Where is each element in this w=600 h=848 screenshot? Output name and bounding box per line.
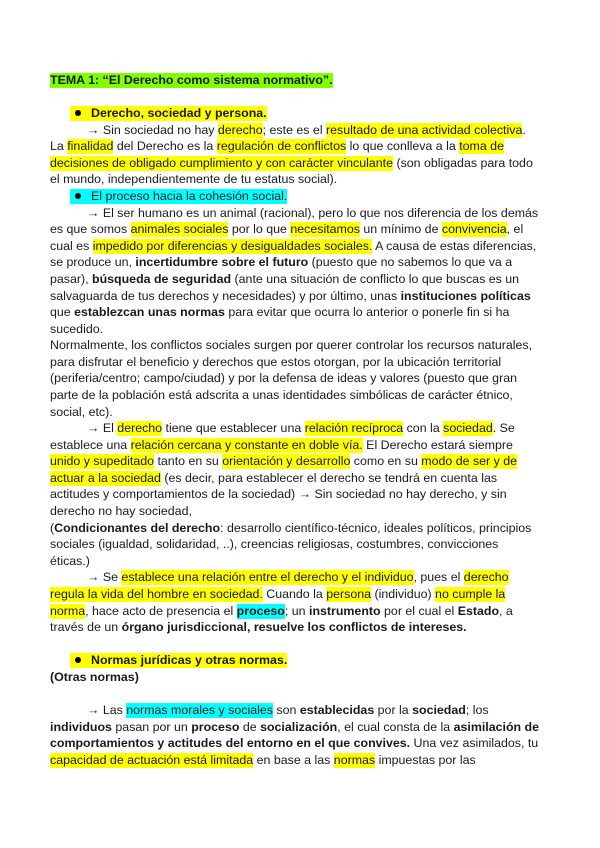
highlighted-text: normas morales y sociales bbox=[126, 702, 273, 717]
text: éticas.) bbox=[50, 553, 90, 568]
bold-text: Condicionantes del derecho bbox=[54, 520, 221, 535]
text-line bbox=[50, 122, 560, 139]
text: son bbox=[272, 702, 300, 717]
text: : desarrollo científico-técnico, ideales políticos, principios bbox=[220, 520, 532, 535]
text-line bbox=[50, 470, 560, 487]
text: con la bbox=[403, 421, 444, 436]
text-line bbox=[50, 603, 560, 620]
text-line bbox=[50, 337, 560, 354]
text-line bbox=[50, 520, 560, 537]
text: través de un bbox=[50, 620, 122, 635]
highlighted-text: animales sociales bbox=[130, 222, 229, 237]
text-line bbox=[50, 553, 560, 570]
bullet-heading bbox=[50, 652, 560, 669]
text-line bbox=[50, 254, 560, 271]
bold-text: asimilación de bbox=[453, 719, 540, 734]
text: ; un bbox=[284, 603, 309, 618]
text-line bbox=[50, 387, 560, 404]
text: El proceso hacia la cohesión social. bbox=[91, 189, 288, 204]
text-line bbox=[50, 354, 560, 371]
text: social, etc). bbox=[50, 404, 113, 419]
text: (es decir, para establecer el derecho se tendrá en cuenta las bbox=[160, 470, 498, 485]
text: un mínimo de bbox=[359, 222, 442, 237]
bold-text: búsqueda de seguridad bbox=[92, 271, 232, 286]
highlighted-text: relación cercana y constante en doble vía. bbox=[130, 437, 363, 452]
text: Una vez asimilados, tu bbox=[410, 736, 539, 751]
bullet-icon bbox=[75, 193, 81, 199]
bullet-heading bbox=[50, 188, 560, 205]
highlighted-text: orientación y desarrollo bbox=[222, 454, 351, 469]
text-line bbox=[50, 288, 560, 305]
text: (ante una situación de conflicto lo que buscas es un bbox=[231, 271, 520, 286]
text: ; este es el bbox=[262, 122, 327, 137]
text: actitudes y comportamientos de la sociedad) → Sin sociedad no hay derecho, y sin bbox=[50, 487, 507, 502]
highlighted-text: relación recíproca bbox=[304, 421, 404, 436]
highlighted-text: norma bbox=[50, 603, 86, 618]
bullet-heading bbox=[50, 105, 560, 122]
highlighted-text: persona bbox=[326, 586, 371, 601]
text-line bbox=[50, 271, 560, 288]
blank-line bbox=[50, 685, 560, 702]
text-line bbox=[50, 304, 560, 321]
text-line bbox=[50, 404, 560, 421]
text: ; los bbox=[465, 702, 489, 717]
highlight bbox=[70, 189, 287, 204]
text: → El bbox=[87, 421, 118, 436]
highlighted-text: resultado de una actividad colectiva bbox=[326, 122, 523, 137]
bold-text: sociedad bbox=[412, 702, 466, 717]
highlighted-text: no cumple la bbox=[435, 586, 506, 601]
bold-text: Derecho, sociedad y persona. bbox=[91, 106, 267, 121]
bold-text: socialización bbox=[260, 719, 338, 734]
text: A causa de estas diferencias, bbox=[372, 238, 537, 253]
text-line bbox=[50, 569, 560, 586]
bold-text: Normas jurídicas y otras normas. bbox=[91, 653, 288, 668]
text-line bbox=[50, 503, 560, 520]
text: Cuando la bbox=[262, 586, 327, 601]
text: cual es bbox=[50, 238, 93, 253]
highlighted-text: actuar a la sociedad bbox=[50, 470, 161, 485]
text: → Se bbox=[87, 570, 122, 585]
text: pasan por un bbox=[111, 719, 192, 734]
text-line bbox=[50, 171, 560, 188]
text: para disfrutar el beneficio y derechos que estos otorgan, por la ubicación territorial bbox=[50, 354, 502, 369]
highlighted-text: regulación de conflictos bbox=[216, 139, 347, 154]
document-page bbox=[50, 72, 560, 768]
highlighted-text: derecho bbox=[217, 122, 263, 137]
highlighted-text: normas bbox=[333, 752, 376, 767]
text: (periferia/centro; campo/ciudad) y por la defensa de ideas y valores (puesto que gran bbox=[50, 371, 517, 386]
text-line bbox=[50, 437, 560, 454]
bold-text: Estado bbox=[457, 603, 500, 618]
text: , a bbox=[499, 603, 513, 618]
text: El Derecho estará siempre bbox=[362, 437, 513, 452]
text: → Las bbox=[87, 702, 127, 717]
text-line bbox=[50, 719, 560, 736]
text-line bbox=[50, 586, 560, 603]
text-line bbox=[50, 702, 560, 719]
bold-text: instrumento bbox=[309, 603, 381, 618]
text: que bbox=[50, 305, 75, 320]
text-line bbox=[50, 238, 560, 255]
highlighted-text: convivencia bbox=[441, 222, 507, 237]
text: para evitar que ocurra lo anterior o ponerle fin si ha bbox=[224, 305, 510, 320]
text: del Derecho es la bbox=[113, 139, 217, 154]
bold-text: proceso bbox=[191, 719, 240, 734]
highlighted-text: necesitamos bbox=[290, 222, 360, 237]
text-line bbox=[50, 669, 560, 686]
text: sucedido. bbox=[50, 321, 104, 336]
text-line bbox=[50, 453, 560, 470]
text-line bbox=[50, 536, 560, 553]
text: , el bbox=[506, 222, 524, 237]
text: por lo que bbox=[228, 222, 291, 237]
highlighted-text: capacidad de actuación está limitada bbox=[50, 752, 254, 767]
bold-text: incertidumbre sobre el futuro bbox=[135, 255, 309, 270]
text-line bbox=[50, 735, 560, 752]
highlighted-text: decisiones de obligado cumplimiento y con carácter vinculante bbox=[50, 155, 393, 170]
text: por la bbox=[374, 702, 413, 717]
highlighted-text: sociedad bbox=[443, 421, 493, 436]
text-line bbox=[50, 321, 560, 338]
text: impuestas por las bbox=[375, 752, 476, 767]
text: derecho no hay sociedad, bbox=[50, 504, 192, 519]
text: es que somos bbox=[50, 222, 131, 237]
text-line bbox=[50, 138, 560, 155]
text-line bbox=[50, 72, 560, 89]
text-line bbox=[50, 420, 560, 437]
blank-line bbox=[50, 636, 560, 653]
text: . bbox=[522, 122, 526, 137]
bold-text: (Otras normas) bbox=[50, 669, 139, 684]
text: La bbox=[50, 139, 68, 154]
highlighted-text: establece una relación entre el derecho y el individuo bbox=[121, 570, 414, 585]
highlighted-text: impedido por diferencias y desigualdades sociales. bbox=[92, 238, 373, 253]
text: establece una bbox=[50, 437, 131, 452]
text: se produce un, bbox=[50, 255, 136, 270]
text: (son obligadas para todo bbox=[393, 155, 533, 170]
highlighted-text: derecho bbox=[117, 421, 163, 436]
bold-text: órgano jurisdiccional, resuelve los conflictos de intereses. bbox=[121, 620, 467, 635]
highlight bbox=[70, 106, 267, 121]
highlighted-text: proceso bbox=[236, 603, 285, 618]
highlighted-text: modo de ser y de bbox=[421, 454, 518, 469]
text: por el cual el bbox=[380, 603, 458, 618]
text: en base a las bbox=[253, 752, 334, 767]
text: , hace acto de presencia el bbox=[85, 603, 237, 618]
text: → El ser humano es un animal (racional), pero lo que nos diferencia de los demás bbox=[87, 205, 539, 220]
bold-text: establezcan unas normas bbox=[74, 305, 225, 320]
bold-text: comportamientos y actitudes del entorno en el que convives. bbox=[50, 736, 411, 751]
highlighted-text: regula la vida del hombre en sociedad. bbox=[50, 586, 263, 601]
highlighted-text: toma de bbox=[459, 139, 504, 154]
text: (individuo) bbox=[371, 586, 436, 601]
bullet-icon bbox=[75, 110, 81, 116]
text: sociales (igualdad, solidaridad, ..), creencias religiosas, costumbres, convicciones bbox=[50, 537, 499, 552]
text: salvaguarda de tus derechos y necesidades) y por último, unas bbox=[50, 288, 401, 303]
bold-text: instituciones políticas bbox=[400, 288, 531, 303]
text: lo que conlleva a la bbox=[346, 139, 460, 154]
blank-line bbox=[50, 89, 560, 106]
bold-text: establecidas bbox=[299, 702, 375, 717]
text: (puesto que no sabemos lo que va a bbox=[308, 255, 513, 270]
text: . Se bbox=[492, 421, 515, 436]
text-line bbox=[50, 370, 560, 387]
text: tiene que establecer una bbox=[162, 421, 305, 436]
text: Normalmente, los conflictos sociales surgen por querer controlar los recursos naturales, bbox=[50, 338, 533, 353]
text-line bbox=[50, 619, 560, 636]
highlighted-text: finalidad bbox=[67, 139, 114, 154]
text: de bbox=[239, 719, 261, 734]
text-line bbox=[50, 155, 560, 172]
text-line bbox=[50, 486, 560, 503]
text-line bbox=[50, 221, 560, 238]
text-line bbox=[50, 205, 560, 222]
text: ( bbox=[50, 520, 55, 535]
highlighted-text: unido y supeditado bbox=[50, 454, 155, 469]
text: parte de la población está adscrita a unas identidades simbólicas de carácter étnico, bbox=[50, 387, 513, 402]
highlighted-text: derecho bbox=[463, 570, 509, 585]
highlighted-text: TEMA 1: “El Derecho como sistema normativo”. bbox=[50, 73, 333, 87]
bold-text: individuos bbox=[50, 719, 112, 734]
text-line bbox=[50, 752, 560, 769]
text: pasar), bbox=[50, 271, 93, 286]
text: tanto en su bbox=[154, 454, 223, 469]
text: el mundo, independientemente de tu estatus social). bbox=[50, 172, 338, 187]
text: , el cual consta de la bbox=[337, 719, 454, 734]
text: → Sin sociedad no hay bbox=[87, 122, 218, 137]
text: , pues el bbox=[413, 570, 464, 585]
text: como en su bbox=[350, 454, 422, 469]
highlight bbox=[70, 653, 287, 668]
bullet-icon bbox=[75, 657, 81, 663]
